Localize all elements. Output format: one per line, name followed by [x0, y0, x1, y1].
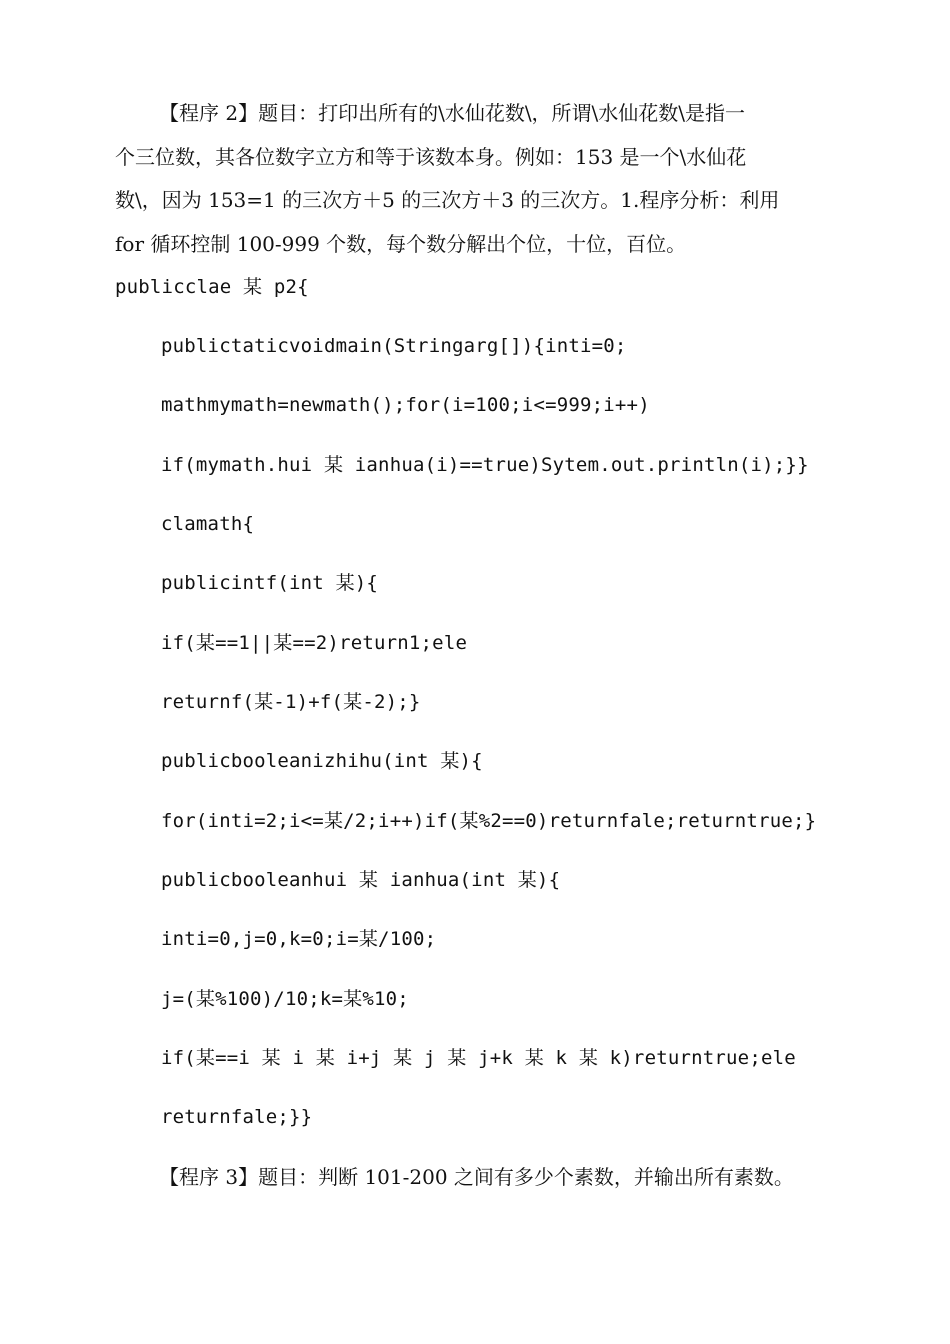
description-line: 个三位数，其各位数字立方和等于该数本身。例如：153 是一个\水仙花	[115, 144, 747, 169]
code-line: mathmymath=newmath();for(i=100;i<=999;i++)	[161, 394, 650, 416]
code-line: if(某==1||某==2)return1;ele	[161, 632, 468, 654]
code-line: publicintf(int 某){	[161, 572, 379, 594]
problem-3-heading: 【程序 3】题目：判断 101-200 之间有多少个素数，并输出所有素数。	[159, 1165, 794, 1189]
code-line: returnf(某-1)+f(某-2);}	[161, 691, 421, 713]
code-line: returnfale;}}	[161, 1106, 313, 1128]
code-line: publicbooleanhui 某 ianhua(int 某){	[161, 869, 561, 891]
code-line: publicbooleanizhihu(int 某){	[161, 750, 483, 772]
code-line: for(inti=2;i<=某/2;i++)if(某%2==0)returnfale;returntrue;}	[161, 810, 817, 832]
code-line: inti=0,j=0,k=0;i=某/100;	[161, 928, 437, 950]
problem-2-description	[115, 92, 835, 266]
code-line: if(某==i 某 i 某 i+j 某 j 某 j+k 某 k 某 k)returntrue;ele	[161, 1047, 796, 1069]
code-class-declaration: publicclae 某 p2{	[115, 276, 309, 298]
code-line: if(mymath.hui 某 ianhua(i)==true)Sytem.out.println(i);}}	[161, 454, 809, 476]
description-line: for 循环控制 100-999 个数，每个数分解出个位，十位，百位。	[115, 231, 687, 256]
description-line: 【程序 2】题目：打印出所有的\水仙花数\，所谓\水仙花数\是指一	[159, 101, 746, 125]
code-line: clamath{	[161, 513, 255, 535]
code-line: publictaticvoidmain(Stringarg[]){inti=0;	[161, 335, 627, 357]
code-line: j=(某%100)/10;k=某%10;	[161, 988, 409, 1010]
description-line: 数\，因为 153=1 的三次方＋5 的三次方＋3 的三次方。1.程序分析：利用	[115, 188, 780, 212]
